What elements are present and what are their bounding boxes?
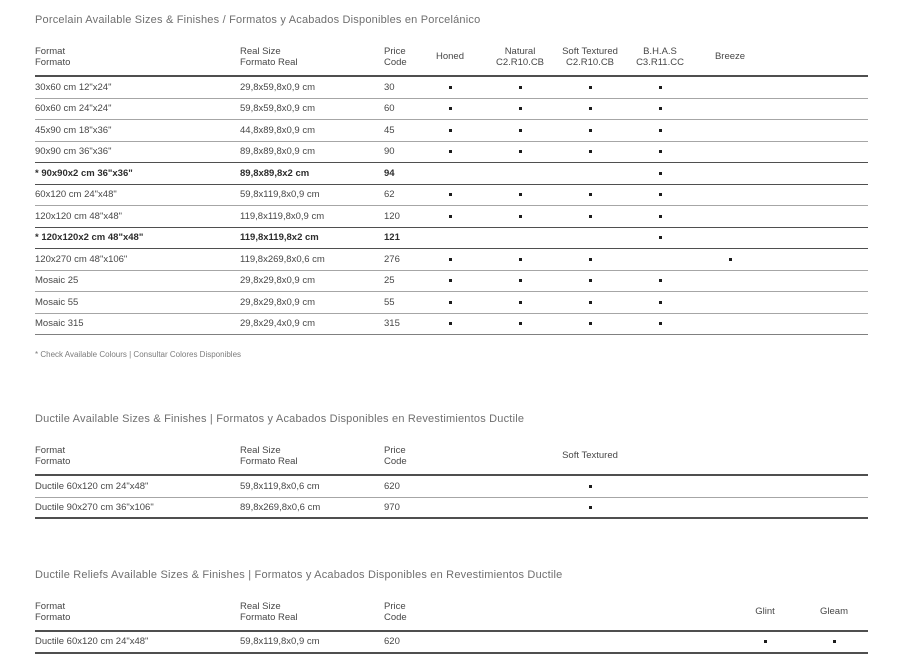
availability-dot — [449, 129, 452, 132]
cell-price-code: 45 — [384, 124, 395, 136]
cell-real-size: 59,8x119,8x0,9 cm — [240, 189, 320, 201]
table-row — [35, 498, 868, 520]
availability-dot — [519, 215, 522, 218]
cell-price-code: 60 — [384, 103, 395, 115]
cell-real-size: 119,8x119,8x0,9 cm — [240, 210, 325, 222]
cell-price-code: 970 — [384, 501, 400, 513]
cell-real-size: 29,8x29,8x0,9 cm — [240, 296, 315, 308]
availability-dot — [764, 640, 767, 643]
cell-price-code: 620 — [384, 480, 400, 492]
cell-real-size: 89,8x89,8x2 cm — [240, 167, 310, 179]
table-row — [35, 476, 868, 498]
table-row — [35, 120, 868, 142]
cell-finish-honed — [415, 193, 485, 196]
cell-format: Ductile 90x270 cm 36"x106" — [35, 501, 154, 513]
table-row — [35, 632, 868, 654]
availability-dot — [589, 129, 592, 132]
availability-dot — [519, 322, 522, 325]
ductile-reliefs-section — [35, 569, 868, 654]
cell-finish-bhas — [625, 301, 695, 304]
availability-dot — [659, 322, 662, 325]
availability-dot — [589, 506, 592, 509]
availability-dot — [659, 150, 662, 153]
cell-finish-soft-textured — [555, 215, 625, 218]
table-header-row — [35, 594, 868, 632]
table-row — [35, 249, 868, 271]
cell-real-size: 59,8x59,8x0,9 cm — [240, 103, 315, 115]
cell-finish-honed — [415, 107, 485, 110]
porcelain-section-title: Porcelain Available Sizes & Finishes / Formatos y Acabados Disponibles en Porcelánico — [35, 14, 481, 26]
cell-finish-honed — [415, 215, 485, 218]
cell-finish-natural — [485, 193, 555, 196]
cell-real-size: 119,8x269,8x0,6 cm — [240, 253, 325, 265]
cell-price-code: 315 — [384, 318, 400, 330]
table-row — [35, 292, 868, 314]
availability-dot — [449, 86, 452, 89]
availability-dot — [659, 279, 662, 282]
cell-finish-soft-textured — [555, 301, 625, 304]
cell-real-size: 29,8x29,8x0,9 cm — [240, 275, 315, 287]
cell-finish-bhas — [625, 86, 695, 89]
column-header-price-code: Price Code — [384, 600, 407, 623]
availability-dot — [729, 258, 732, 261]
cell-price-code: 121 — [384, 232, 400, 244]
cell-finish-honed — [415, 258, 485, 261]
availability-dot — [449, 258, 452, 261]
column-header-price-code: Price Code — [384, 45, 407, 68]
ductile-reliefs-sizes-table — [35, 594, 868, 654]
cell-finish-soft-textured — [555, 86, 625, 89]
cell-finish-natural — [485, 322, 555, 325]
availability-dot — [449, 322, 452, 325]
cell-real-size: 44,8x89,8x0,9 cm — [240, 124, 315, 136]
column-header-glint: Glint — [755, 606, 775, 618]
availability-dot — [449, 107, 452, 110]
availability-dot — [589, 485, 592, 488]
cell-finish-natural — [485, 301, 555, 304]
cell-finish-honed — [415, 301, 485, 304]
cell-format: * 90x90x2 cm 36"x36" — [35, 167, 133, 179]
column-header-format: Format Formato — [35, 444, 71, 467]
cell-finish-soft-textured — [555, 322, 625, 325]
cell-real-size: 119,8x119,8x2 cm — [240, 232, 319, 244]
cell-price-code: 25 — [384, 275, 395, 287]
table-row — [35, 206, 868, 228]
cell-format: Ductile 60x120 cm 24"x48" — [35, 636, 149, 648]
column-header-real-size: Real Size Formato Real — [240, 600, 298, 623]
cell-finish-bhas — [625, 215, 695, 218]
table-row — [35, 271, 868, 293]
cell-finish-honed — [415, 150, 485, 153]
availability-dot — [659, 193, 662, 196]
column-header-honed: Honed — [436, 51, 464, 63]
column-header-bhas: B.H.A.S C3.R11.CC — [636, 45, 684, 68]
availability-dot — [519, 86, 522, 89]
table-row — [35, 185, 868, 207]
column-header-natural: Natural C2.R10.CB — [495, 45, 545, 68]
cell-finish-soft-textured — [415, 485, 765, 488]
table-header-row — [35, 39, 868, 77]
cell-format: 90x90 cm 36"x36" — [35, 146, 112, 158]
cell-finish-natural — [485, 258, 555, 261]
availability-dot — [519, 193, 522, 196]
cell-finish-honed — [415, 86, 485, 89]
column-header-format: Format Formato — [35, 45, 71, 68]
cell-format: Ductile 60x120 cm 24"x48" — [35, 480, 149, 492]
cell-real-size: 59,8x119,8x0,9 cm — [240, 636, 320, 648]
header-spacer — [415, 610, 730, 614]
cell-finish-honed — [415, 129, 485, 132]
cell-finish-honed — [415, 279, 485, 282]
table-header-row — [35, 438, 868, 476]
cell-finish-natural — [485, 150, 555, 153]
availability-dot — [589, 322, 592, 325]
availability-dot — [659, 129, 662, 132]
cell-finish-bhas — [625, 107, 695, 110]
availability-dot — [833, 640, 836, 643]
availability-dot — [589, 258, 592, 261]
cell-finish-bhas — [625, 150, 695, 153]
cell-price-code: 55 — [384, 296, 395, 308]
cell-price-code: 90 — [384, 146, 395, 158]
cell-finish-soft-textured — [555, 129, 625, 132]
availability-dot — [519, 129, 522, 132]
ductile-section — [35, 413, 868, 519]
table-row — [35, 99, 868, 121]
cell-finish-gleam — [800, 640, 868, 643]
cell-format: 60x120 cm 24"x48" — [35, 189, 117, 201]
availability-dot — [589, 86, 592, 89]
cell-finish-natural — [485, 279, 555, 282]
column-header-real-size: Real Size Formato Real — [240, 45, 298, 68]
cell-price-code: 120 — [384, 210, 400, 222]
cell-format: Mosaic 55 — [35, 296, 79, 308]
table-row — [35, 77, 868, 99]
ductile-sizes-table — [35, 438, 868, 519]
column-header-gleam: Gleam — [820, 606, 848, 618]
cell-finish-natural — [485, 107, 555, 110]
cell-finish-bhas — [625, 193, 695, 196]
cell-finish-breeze — [695, 258, 765, 261]
cell-format: Mosaic 25 — [35, 275, 79, 287]
porcelain-section — [35, 14, 868, 359]
availability-dot — [589, 150, 592, 153]
cell-finish-bhas — [625, 172, 695, 175]
availability-dot — [659, 301, 662, 304]
cell-finish-soft-textured — [555, 193, 625, 196]
availability-dot — [449, 193, 452, 196]
cell-format: 60x60 cm 24"x24" — [35, 103, 112, 115]
column-header-price-code: Price Code — [384, 444, 407, 467]
availability-dot — [449, 150, 452, 153]
check-colours-footnote: * Check Available Colours | Consultar Colores Disponibles — [35, 350, 242, 359]
cell-format: Mosaic 315 — [35, 318, 84, 330]
cell-finish-soft-textured — [555, 279, 625, 282]
availability-dot — [589, 215, 592, 218]
availability-dot — [519, 279, 522, 282]
column-header-soft-textured: Soft Textured C2.R10.CB — [562, 45, 618, 68]
porcelain-sizes-table — [35, 39, 868, 335]
cell-finish-natural — [485, 215, 555, 218]
cell-finish-honed — [415, 322, 485, 325]
cell-price-code: 30 — [384, 81, 395, 93]
availability-dot — [659, 107, 662, 110]
cell-price-code: 94 — [384, 167, 395, 179]
cell-finish-soft-textured — [415, 506, 765, 509]
availability-dot — [589, 107, 592, 110]
cell-finish-glint — [730, 640, 800, 643]
cell-finish-bhas — [625, 279, 695, 282]
availability-dot — [519, 150, 522, 153]
cell-finish-soft-textured — [555, 150, 625, 153]
availability-dot — [519, 258, 522, 261]
cell-finish-bhas — [625, 129, 695, 132]
availability-dot — [449, 279, 452, 282]
cell-format: * 120x120x2 cm 48"x48" — [35, 232, 144, 244]
availability-dot — [449, 215, 452, 218]
cell-finish-natural — [485, 129, 555, 132]
table-row — [35, 228, 868, 250]
column-header-real-size: Real Size Formato Real — [240, 444, 298, 467]
availability-dot — [589, 279, 592, 282]
table-row — [35, 314, 868, 336]
cell-finish-soft-textured — [555, 258, 625, 261]
cell-real-size: 29,8x29,4x0,9 cm — [240, 318, 315, 330]
cell-real-size: 89,8x89,8x0,9 cm — [240, 146, 315, 158]
availability-dot — [449, 301, 452, 304]
availability-dot — [659, 86, 662, 89]
cell-real-size: 29,8x59,8x0,9 cm — [240, 81, 315, 93]
availability-dot — [589, 193, 592, 196]
column-header-soft-textured: Soft Textured — [562, 450, 618, 462]
cell-format: 120x270 cm 48"x106" — [35, 253, 128, 265]
ductile-section-title: Ductile Available Sizes & Finishes | Formatos y Acabados Disponibles en Revestimientos Ductile — [35, 413, 525, 425]
availability-dot — [589, 301, 592, 304]
ductile-reliefs-section-title: Ductile Reliefs Available Sizes & Finishes | Formatos y Acabados Disponibles en Revestimientos Ductile — [35, 569, 563, 581]
column-header-breeze: Breeze — [714, 51, 746, 63]
cell-price-code: 620 — [384, 636, 400, 648]
table-row — [35, 142, 868, 164]
cell-format: 120x120 cm 48"x48" — [35, 210, 123, 222]
table-row — [35, 163, 868, 185]
availability-dot — [519, 107, 522, 110]
cell-format: 45x90 cm 18"x36" — [35, 124, 112, 136]
cell-format: 30x60 cm 12"x24" — [35, 81, 112, 93]
cell-real-size: 89,8x269,8x0,6 cm — [240, 501, 321, 513]
cell-finish-bhas — [625, 322, 695, 325]
cell-finish-bhas — [625, 236, 695, 239]
availability-dot — [519, 301, 522, 304]
cell-finish-soft-textured — [555, 107, 625, 110]
cell-price-code: 62 — [384, 189, 395, 201]
availability-dot — [659, 215, 662, 218]
availability-dot — [659, 172, 662, 175]
cell-price-code: 276 — [384, 253, 400, 265]
availability-dot — [659, 236, 662, 239]
cell-real-size: 59,8x119,8x0,6 cm — [240, 480, 320, 492]
cell-finish-natural — [485, 86, 555, 89]
column-header-format: Format Formato — [35, 600, 71, 623]
